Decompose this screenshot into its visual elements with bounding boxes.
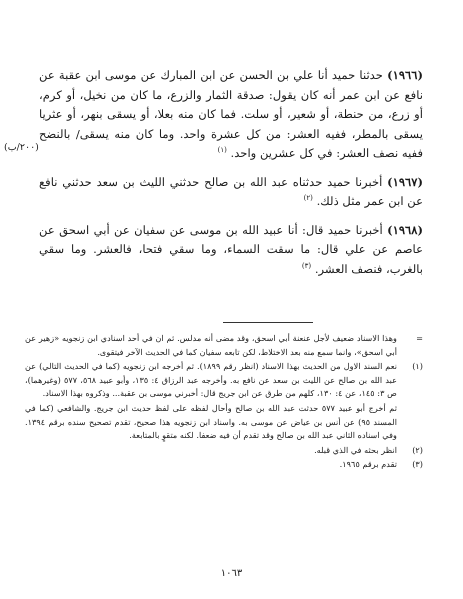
footnote-text: ثم أخرج أبو عبيد ٥٧٧ حدثت عبد الله بن صالح وأحال لفظه على لفظ حديث ابن جريج. والشافعي (كما في المسند ٩٥) عن أنس بن عياض عن موسى به. واسناد ابن زنجويه هذا صحيح، تقدم تصحيح سنده برقم ١٣٩٤. وفي اسناده الثاني عبد الله بن صالح وقد تقدم أن فيه ضعفا. لكنه متقوٍ بالمتابعة. [25, 402, 398, 441]
footnote-text: تقدم برقم ١٩٦٥. [339, 459, 397, 470]
footnote-mark [397, 402, 423, 443]
main-text-block [39, 66, 423, 288]
hadith-text: أخبرنا حميد قال: أنا عبيد الله بن موسى عن سفيان عن أبي اسحق عن عاصم عن علي قال: ما سقت السماء، وما سقي فتحا، فالعشر. وما سقي بالغرب، فنصف العشر. [39, 222, 423, 276]
footnote-ref: (٣) [301, 261, 312, 270]
footnote-ref: (١) [217, 146, 227, 155]
footnote-item [25, 444, 423, 458]
footnotes-block [25, 332, 423, 473]
hadith-number: (١٩٦٨) [387, 222, 424, 237]
hadith-text: أخبرنا حميد حدثناه عبد الله بن صالح حدثني الليث بن سعد حدثني نافع عن ابن عمر مثل ذلك. [39, 174, 423, 208]
footnote-divider [223, 322, 313, 323]
hadith-entry-1968 [39, 221, 423, 280]
footnote-item [25, 402, 423, 443]
footnote-text: نعم السند الاول من الحديث بهذا الاسناد (انظر رقم ١٨٩٩). ثم أخرجه ابن زنجويه (كما في الحديث التالي) عن عبد الله بن صالح عن الليث بن سعد عن نافع به. وأخرجه عبد الرزاق ٤: ١٣٥، وأبو عبيد ٥٦٨، ٥٧٧ (وغيرهما)، ص ٣: ١٤٥، عن ٤: ١٣٠، كلهم من طرق عن ابن جريج قال: أخبرني موسى بن عقبة... وذكروه بهذا الاسناد. [25, 361, 397, 399]
footnote-item [25, 360, 423, 401]
hadith-number: (١٩٦٦) [387, 68, 424, 82]
footnote-text: انظر بحثه في الذي قبله. [314, 444, 397, 455]
footnote-mark: (٢) [412, 444, 423, 455]
footnote-mark: = [416, 333, 423, 343]
footnote-ref: (٢) [303, 194, 313, 203]
hadith-paragraph [39, 221, 423, 280]
hadith-paragraph [39, 66, 423, 164]
footnote-mark: (٣) [412, 459, 423, 470]
hadith-number: (١٩٦٧) [387, 174, 424, 189]
hadith-text: حدثنا حميد أنا علي بن الحسن عن ابن المبارك عن موسى ابن عقبة عن نافع عن ابن عمر أنه كان يقول: صدقة الثمار والزرع، ما كان من نخيل، أو كرم، أو زرع، من حنطة، أو شعير، أو سلت. فما كان منه بعلا، أو يسقى بنهر، أو عثريا يسقى بالمطر، ففيه العشر: من كل عشرة واحد. وما كان منه يسقى/ بالنضح ففيه نصف العشر: في كل عشرين واحد. [39, 68, 423, 160]
hadith-entry-1967 [39, 173, 423, 212]
footnote-text: وهذا الاسناد ضعيف لأجل عنعنة أبي اسحق، وقد مضى أنه مدلس. ثم ان في أحد اسنادي ابن زنجويه «زهير عن أبي اسحق»، وانما سمع منه بعد الاختلاط، لكن تابعه سفيان كما في الحديث الآخر فيتقوى. [25, 333, 397, 357]
manuscript-folio-ref: (٢٠٠/ب) [4, 142, 39, 153]
page-number: ١٠٦٣ [220, 568, 243, 579]
footnote-item [25, 332, 423, 359]
hadith-entry-1966 [39, 66, 423, 164]
footnote-item [25, 458, 423, 472]
hadith-paragraph [39, 173, 423, 212]
footnote-mark: (١) [412, 361, 423, 372]
